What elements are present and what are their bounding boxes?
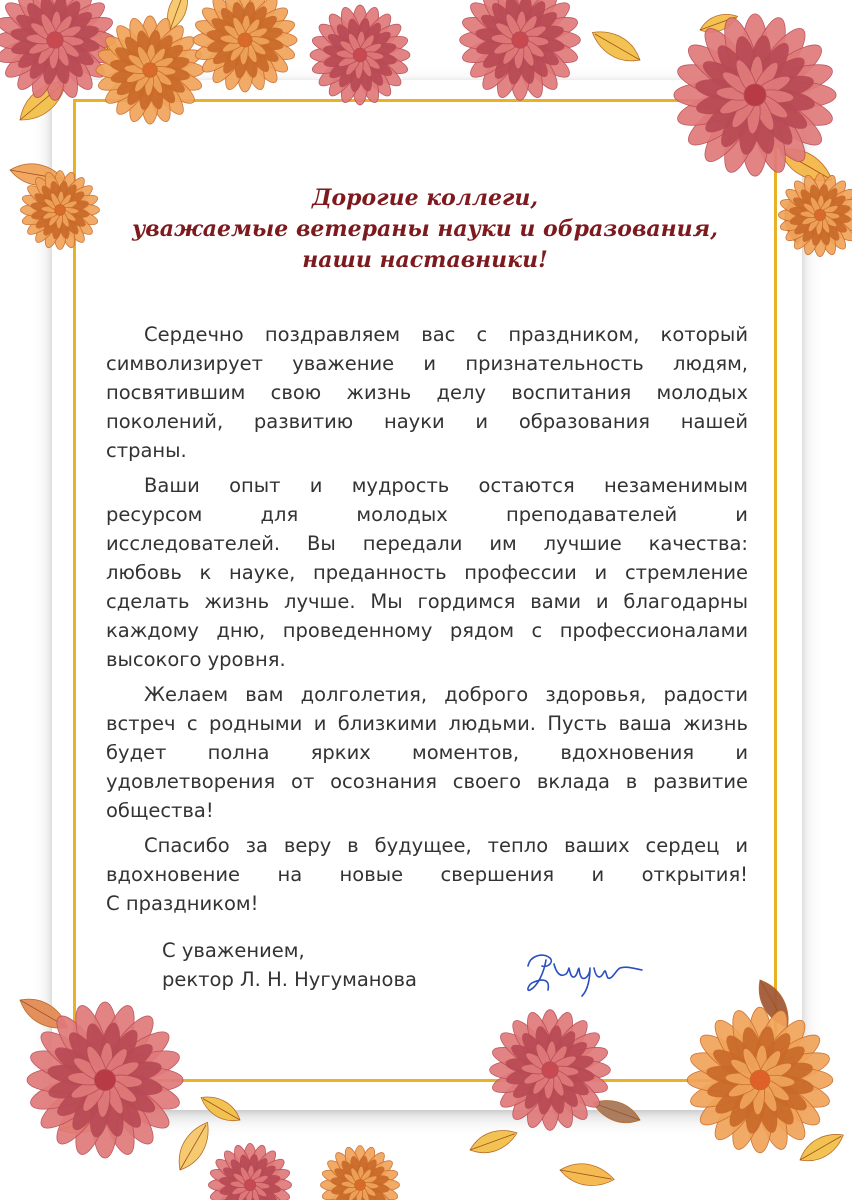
letter-body (106, 320, 748, 924)
letter-closing (162, 936, 417, 994)
heading-line: уважаемые ветераны науки и образования, (132, 216, 718, 242)
signatory-name: ректор Л. Н. Нугуманова (162, 968, 417, 991)
letter-paragraph (106, 831, 748, 918)
text-line: поколений, развитию науки и образования нашей (106, 410, 748, 433)
dahlia-flower-icon (208, 1143, 291, 1200)
dahlia-flower-icon (778, 173, 852, 256)
letter-paragraph (106, 680, 748, 825)
autumn-leaf-icon (587, 23, 645, 69)
dahlia-flower-icon (490, 1010, 611, 1131)
text-line: Сердечно поздравляем вас с праздником, который (144, 323, 748, 346)
text-line: сделать жизнь лучше. Мы гордимся вами и благодарны (106, 590, 748, 613)
text-line: вдохновение на новые свершения и открытия! (106, 863, 748, 886)
text-line: страны. (106, 439, 187, 462)
letter-heading (100, 183, 750, 276)
text-line: встреч с родными и близкими людьми. Пусть ваша жизнь (106, 712, 748, 735)
autumn-leaf-icon (558, 1160, 616, 1190)
letter-paragraph (106, 320, 748, 465)
dahlia-flower-icon (193, 0, 297, 92)
text-line: Ваши опыт и мудрость остаются незаменимым (144, 474, 748, 497)
autumn-leaf-icon (171, 1117, 217, 1175)
text-line: С праздником! (106, 892, 259, 915)
dahlia-flower-icon (674, 14, 836, 176)
text-line: любовь к науке, преданность профессии и стремление (106, 561, 748, 584)
dahlia-flower-icon (96, 16, 204, 124)
letter-paragraph (106, 471, 748, 674)
text-line: посвятившим свою жизнь делу воспитания молодых (106, 381, 748, 404)
autumn-leaf-icon (467, 1124, 520, 1159)
text-line: общества! (106, 799, 214, 822)
autumn-leaf-icon (197, 1090, 244, 1127)
dahlia-flower-icon (320, 1145, 399, 1200)
dahlia-flower-icon (460, 0, 581, 100)
dahlia-flower-icon (687, 1007, 833, 1153)
heading-line: Дорогие коллеги, (311, 185, 539, 211)
text-line: ресурсом для молодых преподавателей и (106, 503, 748, 526)
closing-regards: С уважением, (162, 939, 305, 962)
text-line: исследователей. Вы передали им лучшие качества: (106, 532, 748, 555)
dahlia-flower-icon (310, 5, 410, 105)
handwritten-signature (520, 938, 650, 1008)
text-line: будет полна ярких моментов, вдохновения и (106, 741, 748, 764)
heading-line: наши наставники! (302, 247, 548, 273)
text-line: каждому дню, проведенному рядом с профессионалами (106, 619, 748, 642)
text-line: Спасибо за веру в будущее, тепло ваших сердец и (144, 834, 748, 857)
text-line: высокого уровня. (106, 648, 286, 671)
text-line: удовлетворения от осознания своего вклада в развитие (106, 770, 748, 793)
text-line: Желаем вам долголетия, доброго здоровья, радости (144, 683, 748, 706)
text-line: символизирует уважение и признательность людям, (106, 352, 748, 375)
